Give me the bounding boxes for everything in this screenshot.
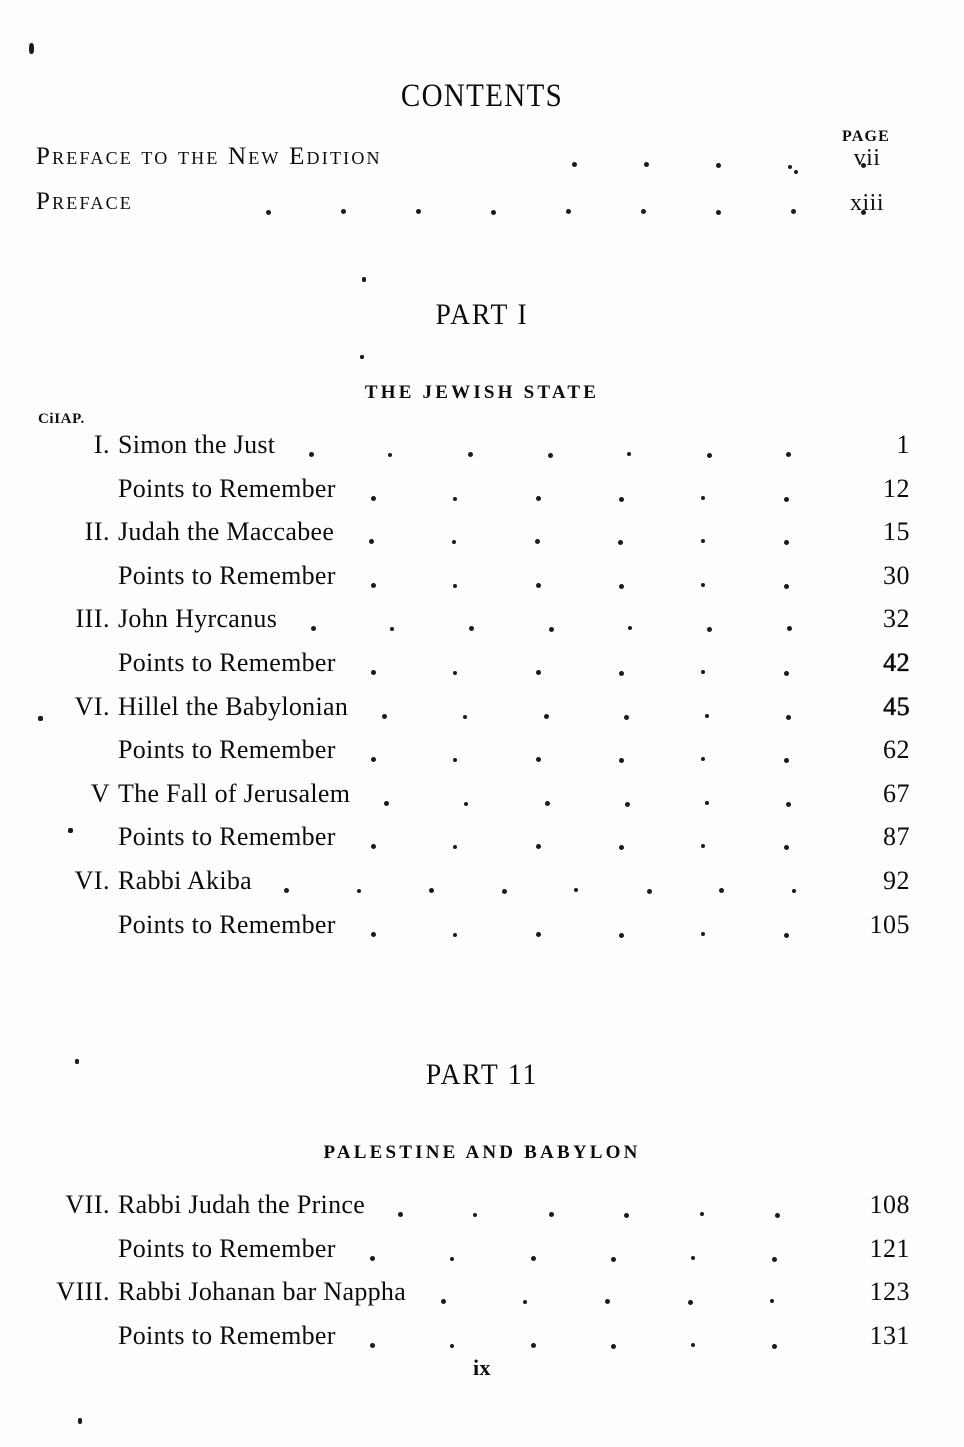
toc-chapter-numeral: I. <box>93 430 110 459</box>
part-title: PART I <box>435 298 529 331</box>
toc-entry-row[interactable] <box>0 866 964 910</box>
front-matter-label: Preface <box>36 188 133 215</box>
toc-entry-title: Points to Remember <box>118 909 336 939</box>
toc-page-number: 67 <box>883 778 910 808</box>
front-matter-page: vii <box>853 145 881 171</box>
leader-dots <box>350 561 846 595</box>
leader-dots <box>420 1277 832 1311</box>
toc-entry-row[interactable] <box>0 1277 964 1321</box>
leader-dots <box>362 692 846 726</box>
toc-chapter-numeral: II. <box>84 517 110 547</box>
toc-page-number: 108 <box>869 1190 910 1219</box>
leader-dots <box>350 648 846 682</box>
toc-entry-row[interactable] <box>0 474 964 518</box>
toc-entry-row[interactable] <box>0 1234 964 1278</box>
leader-dots <box>231 188 866 218</box>
toc-page-number: 123 <box>869 1277 910 1307</box>
leader-dots <box>266 866 846 900</box>
toc-chapter-numeral: V <box>90 778 110 808</box>
toc-entry-title: The Fall of Jerusalem <box>118 778 351 808</box>
page-column-header: PAGE <box>841 128 891 145</box>
front-matter-row[interactable] <box>36 143 912 183</box>
leader-dots <box>350 474 846 508</box>
toc-page-number: 1 <box>896 430 910 459</box>
leader-dots <box>364 779 846 813</box>
toc-entry-row[interactable] <box>0 561 964 605</box>
toc-entry-title: Points to Remember <box>118 1320 336 1350</box>
part-subtitle: PALESTINE AND BABYLON <box>323 1142 641 1163</box>
toc-page-number: 12 <box>883 473 910 503</box>
leader-dots <box>350 1321 832 1355</box>
toc-page-number: 62 <box>883 735 910 765</box>
toc-entry-title: Rabbi Johanan bar Nappha <box>118 1277 407 1307</box>
toc-chapter-numeral: III. <box>75 604 110 634</box>
toc-entry-title: Points to Remember <box>118 735 336 765</box>
toc-entry-title: Rabbi Judah the Prince <box>118 1190 366 1219</box>
toc-page-number: 105 <box>869 909 910 939</box>
part-subtitle: THE JEWISH STATE <box>364 382 600 403</box>
ink-speck <box>29 43 34 54</box>
ink-speck <box>78 1418 82 1424</box>
leader-dots <box>291 604 846 638</box>
toc-entry-title: Judah the Maccabee <box>118 517 335 547</box>
toc-page-number: 121 <box>869 1233 910 1263</box>
toc-entry-row[interactable] <box>0 517 964 561</box>
toc-entry-title: Hillel the Babylonian <box>118 691 349 721</box>
toc-entry-title: John Hyrcanus <box>118 604 278 634</box>
part-title: PART 11 <box>425 1058 539 1091</box>
toc-entry-row[interactable] <box>0 1190 964 1234</box>
toc-entry-row[interactable] <box>0 735 964 779</box>
toc-entry-row[interactable] <box>0 692 964 736</box>
page-title: CONTENTS <box>400 78 564 114</box>
toc-chapter-numeral: VI. <box>74 866 110 895</box>
toc-entry-row[interactable] <box>0 822 964 866</box>
toc-page-number: 30 <box>883 560 910 590</box>
toc-chapter-numeral: VIII. <box>56 1277 110 1307</box>
toc-page-number: 87 <box>883 822 910 852</box>
toc-entry-title: Rabbi Akiba <box>118 866 253 895</box>
front-matter-page: xiii <box>849 190 884 216</box>
toc-page-number: 32 <box>883 604 910 634</box>
toc-entry-title: Points to Remember <box>118 822 336 852</box>
toc-entry-row[interactable] <box>0 604 964 648</box>
toc-entry-title: Simon the Just <box>118 430 276 459</box>
leader-dots <box>348 517 846 551</box>
leader-dots <box>350 822 846 856</box>
toc-page-number: 45 <box>883 691 910 721</box>
toc-page-number: 42 <box>883 648 910 677</box>
toc-entry-row[interactable] <box>0 648 964 692</box>
front-matter-label: Preface to the New Edition <box>36 143 382 170</box>
leader-dots <box>350 910 846 944</box>
toc-chapter-numeral: VII. <box>65 1190 110 1219</box>
toc-page-number: 15 <box>883 517 910 547</box>
toc-page-number: 131 <box>869 1320 910 1350</box>
front-matter-row[interactable] <box>36 188 912 228</box>
chapter-column-header: CiIAP. <box>38 411 85 427</box>
ink-speck <box>362 277 366 282</box>
toc-entry-row[interactable] <box>0 779 964 823</box>
leader-dots <box>350 735 846 769</box>
toc-chapter-numeral: VI. <box>74 691 110 721</box>
toc-entry-row[interactable] <box>0 910 964 954</box>
ink-speck <box>360 355 364 359</box>
leader-dots <box>536 143 866 173</box>
toc-entry-row[interactable] <box>0 430 964 474</box>
toc-entry-title: Points to Remember <box>118 648 336 677</box>
folio-page-number: ix <box>472 1355 492 1380</box>
toc-entry-title: Points to Remember <box>118 1233 336 1263</box>
toc-page-number: 92 <box>883 866 910 895</box>
leader-dots <box>350 1234 832 1268</box>
toc-entry-title: Points to Remember <box>118 560 336 590</box>
leader-dots <box>379 1190 832 1224</box>
leader-dots <box>289 430 846 464</box>
toc-entry-title: Points to Remember <box>118 473 336 503</box>
